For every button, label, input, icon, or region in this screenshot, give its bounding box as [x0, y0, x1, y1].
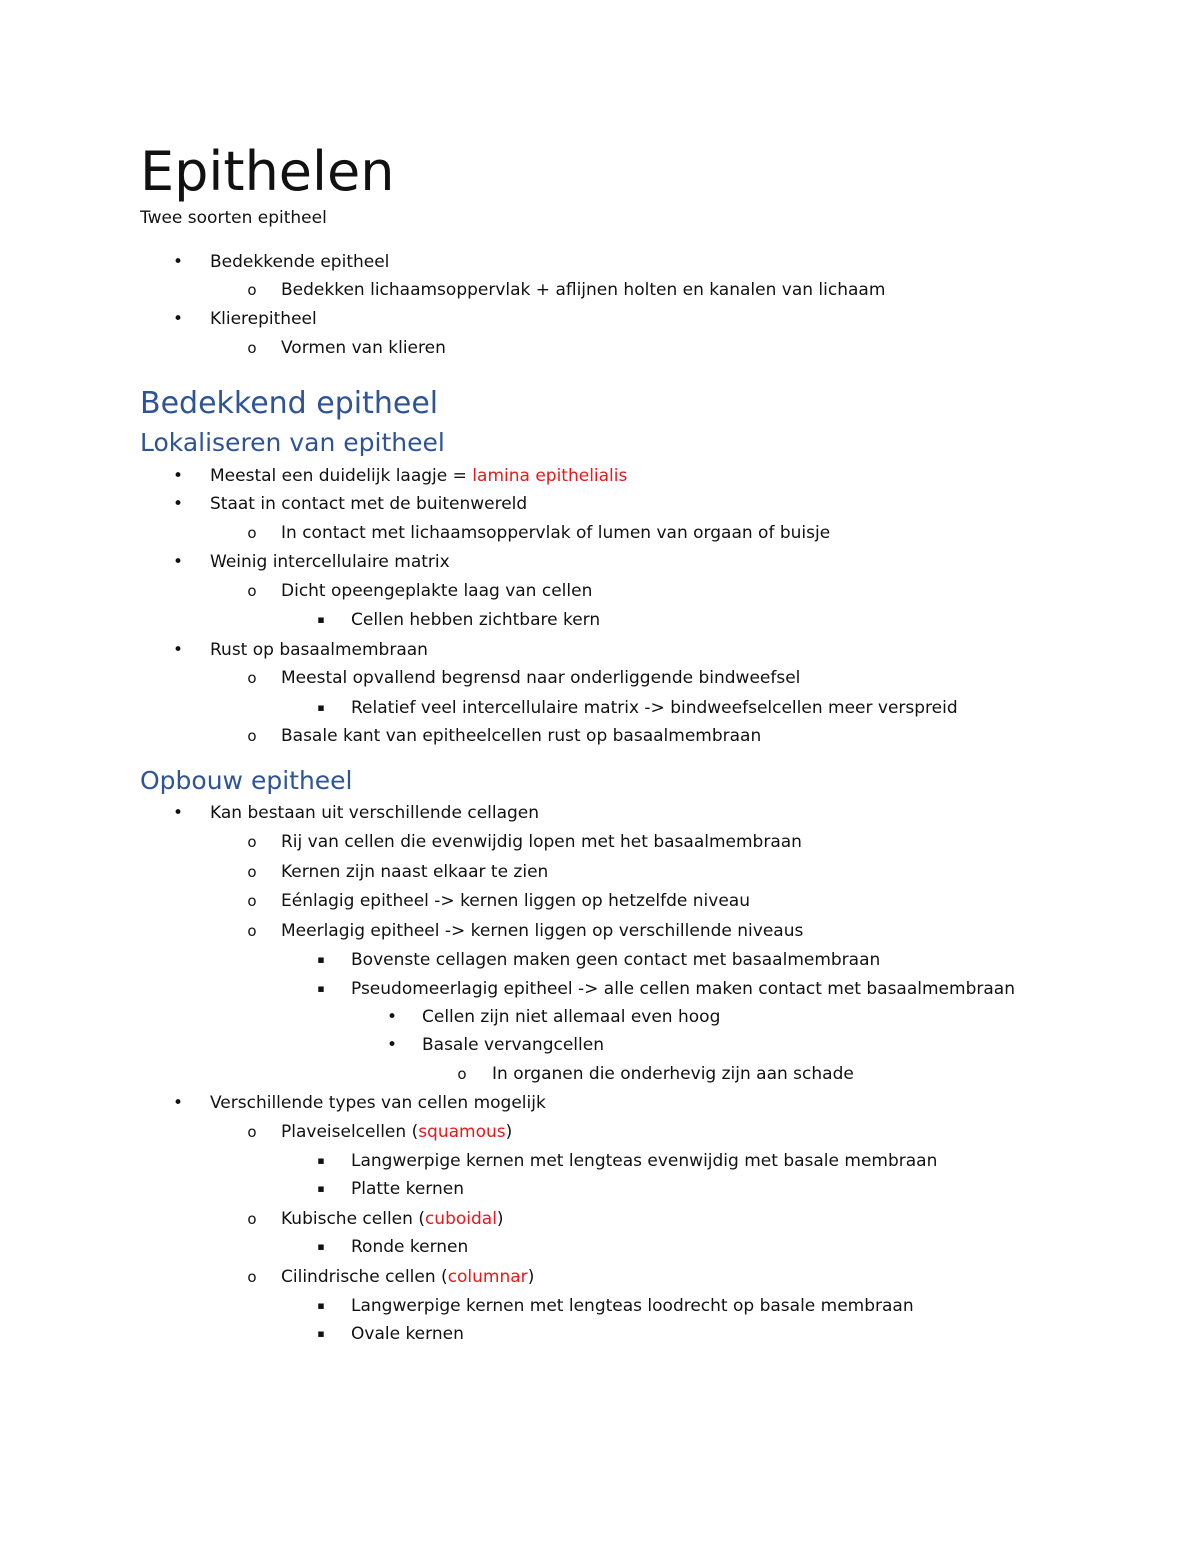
circle-bullet-icon: o [247, 524, 257, 542]
disc-bullet-icon: • [172, 552, 184, 572]
circle-bullet-icon: o [247, 1123, 257, 1141]
disc-bullet-icon: • [172, 252, 184, 272]
subsection-heading-lokaliseren: Lokaliseren van epitheel [140, 428, 445, 457]
highlighted-term: cuboidal [424, 1209, 497, 1229]
circle-bullet-icon: o [247, 863, 257, 881]
square-bullet-icon: ▪ [317, 982, 325, 995]
subsection-heading-opbouw: Opbouw epitheel [140, 766, 353, 795]
circle-bullet-icon: o [247, 922, 257, 940]
square-bullet-icon: ▪ [317, 1154, 325, 1167]
highlighted-term: squamous [418, 1122, 506, 1142]
circle-bullet-icon: o [247, 1210, 257, 1228]
highlighted-term: lamina epithelialis [472, 466, 628, 486]
circle-bullet-icon: o [247, 669, 257, 687]
circle-bullet-icon: o [247, 892, 257, 910]
square-bullet-icon: ▪ [317, 953, 325, 966]
circle-bullet-icon: o [247, 339, 257, 357]
circle-bullet-icon: o [247, 727, 257, 745]
document-subtitle: Twee soorten epitheel [140, 208, 327, 228]
square-bullet-icon: ▪ [317, 613, 325, 626]
disc-bullet-icon: • [172, 803, 184, 823]
section-heading-bedekkend-epitheel: Bedekkend epitheel [140, 386, 439, 421]
disc-bullet-icon: • [172, 309, 184, 329]
disc-bullet-icon: • [386, 1035, 398, 1055]
disc-bullet-icon: • [386, 1007, 398, 1027]
circle-bullet-icon: o [247, 281, 257, 299]
square-bullet-icon: ▪ [317, 1240, 325, 1253]
document-page: Epithelen Twee soorten epitheel • Bedekkende epitheel o Bedekken lichaamsoppervlak + aflijnen holten en kanalen van lichaam • Klierepitheel o Vormen van klieren Bedekkend epitheel Lokaliseren van epitheel • Meestal een duidelijk laagje = lamina epithelialis • Staat in contact met de buitenwereld o In contact met lichaamsoppervlak of lumen van orgaan of buisje • Weinig intercellulaire matrix o Dicht opeengeplakte laag van cellen ▪ Cellen hebben zichtbare kern • Rust op basaalmembraan o Meestal opvallend begrensd naar onderliggende bindweefsel ▪ Relatief veel intercellulaire matrix -> bindweefselcellen meer verspreid o Basale kant van epitheelcellen rust op basaalmembraan Opbouw epitheel • Kan bestaan uit verschillende cellagen o Rij van cellen die evenwijdig lopen met het basaalmembraan o Kernen zijn naast elkaar te zien o Eénlagig epitheel -> kernen liggen op hetzelfde niveau o Meerlagig epitheel -> kernen liggen op verschillende niveaus ▪ Bovenste cellagen maken geen contact met basaalmembraan ▪ Pseudomeerlagig epitheel -> alle cellen maken contact met basaalmembraan • Cellen zijn niet allemaal even hoog • Basale vervangcellen o In organen die onderhevig zijn aan schade • Verschillende types van cellen mogelijk o Plaveiselcellen (squamous) ▪ Langwerpige kernen met lengteas evenwijdig met basale membraan ▪ Platte kernen o Kubische cellen (cuboidal) ▪ Ronde kernen o Cilindrische cellen (columnar) ▪ Langwerpige kernen met lengteas loodrecht op basale membraan ▪ Ovale kernen [140, 140, 1015, 1344]
disc-bullet-icon: • [172, 1093, 184, 1113]
disc-bullet-icon: • [172, 466, 184, 486]
square-bullet-icon: ▪ [317, 1299, 325, 1312]
circle-bullet-icon: o [247, 833, 257, 851]
circle-bullet-icon: o [457, 1065, 467, 1083]
circle-bullet-icon: o [247, 1268, 257, 1286]
square-bullet-icon: ▪ [317, 1327, 325, 1340]
square-bullet-icon: ▪ [317, 1182, 325, 1195]
disc-bullet-icon: • [172, 640, 184, 660]
disc-bullet-icon: • [172, 494, 184, 514]
document-title: Epithelen [140, 140, 395, 203]
circle-bullet-icon: o [247, 582, 257, 600]
highlighted-term: columnar [447, 1267, 528, 1287]
square-bullet-icon: ▪ [317, 701, 325, 714]
